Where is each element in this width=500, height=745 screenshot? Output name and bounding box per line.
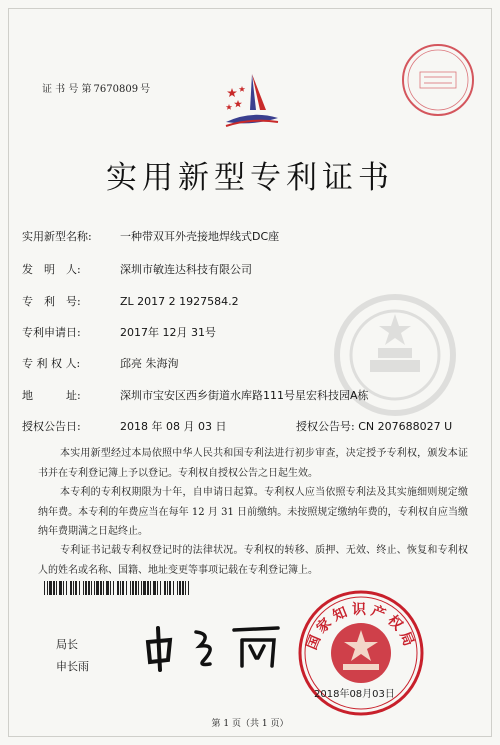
page-footer: 第 1 页（共 1 页） xyxy=(211,719,289,729)
page-title: 实用新型专利证书 xyxy=(106,160,394,196)
paragraph-term-fees: 本专利的专利权期限为十年，自申请日起算。专利权人应当依照专利法及其实施细则规定缴纳年费。本专利的年费应当在每年 12 月 31 日前缴纳。未按照规定缴纳年费的，专利权自应当缴纳年费期满之日起终止。 xyxy=(38,487,468,537)
field-patent-number: 专 利 号: ZL 2017 2 1927584.2 xyxy=(22,295,239,308)
field-publication-number: 授权公告号: CN 207688027 U xyxy=(296,420,453,433)
field-utility-model-name: 实用新型名称: 一种带双耳外壳接地焊线式DC座 xyxy=(22,230,280,243)
director-signature-icon xyxy=(138,620,288,672)
barcode-icon xyxy=(44,580,192,594)
certificate-number: 证 书 号 第 7670809 号 xyxy=(42,84,151,95)
field-patentee: 专 利 权 人: 邱亮 朱海洵 xyxy=(22,357,179,370)
signatory-name: 申长雨 xyxy=(56,660,89,673)
signatory-title: 局长 xyxy=(56,638,78,651)
cnipa-logo-icon xyxy=(220,70,282,142)
field-inventor: 发 明 人: 深圳市敏连达科技有限公司 xyxy=(22,263,252,276)
field-application-date: 专利申请日: 2017年 12月 31号 xyxy=(22,326,216,339)
paragraph-grant-statement: 本实用新型经过本局依照中华人民共和国专利法进行初步审查，决定授予专利权，颁发本证书并在专利登记簿上予以登记。专利权自授权公告之日起生效。 xyxy=(38,448,468,479)
paragraph-legal-status: 专利证书记载专利权登记时的法律状况。专利权的转移、质押、无效、终止、恢复和专利权人的姓名或名称、国籍、地址变更等事项记载在专利登记簿上。 xyxy=(38,545,468,576)
seal-text: 国家知识产权局 xyxy=(303,602,419,653)
field-grant-date: 授权公告日: 2018 年 08 月 03 日 xyxy=(22,420,227,433)
field-address: 地 址: 深圳市宝安区西乡街道水库路111号星宏科技园A栋 xyxy=(22,389,369,402)
seal-date: 2018年08月03日 xyxy=(314,689,395,700)
agency-stamp xyxy=(398,40,478,120)
